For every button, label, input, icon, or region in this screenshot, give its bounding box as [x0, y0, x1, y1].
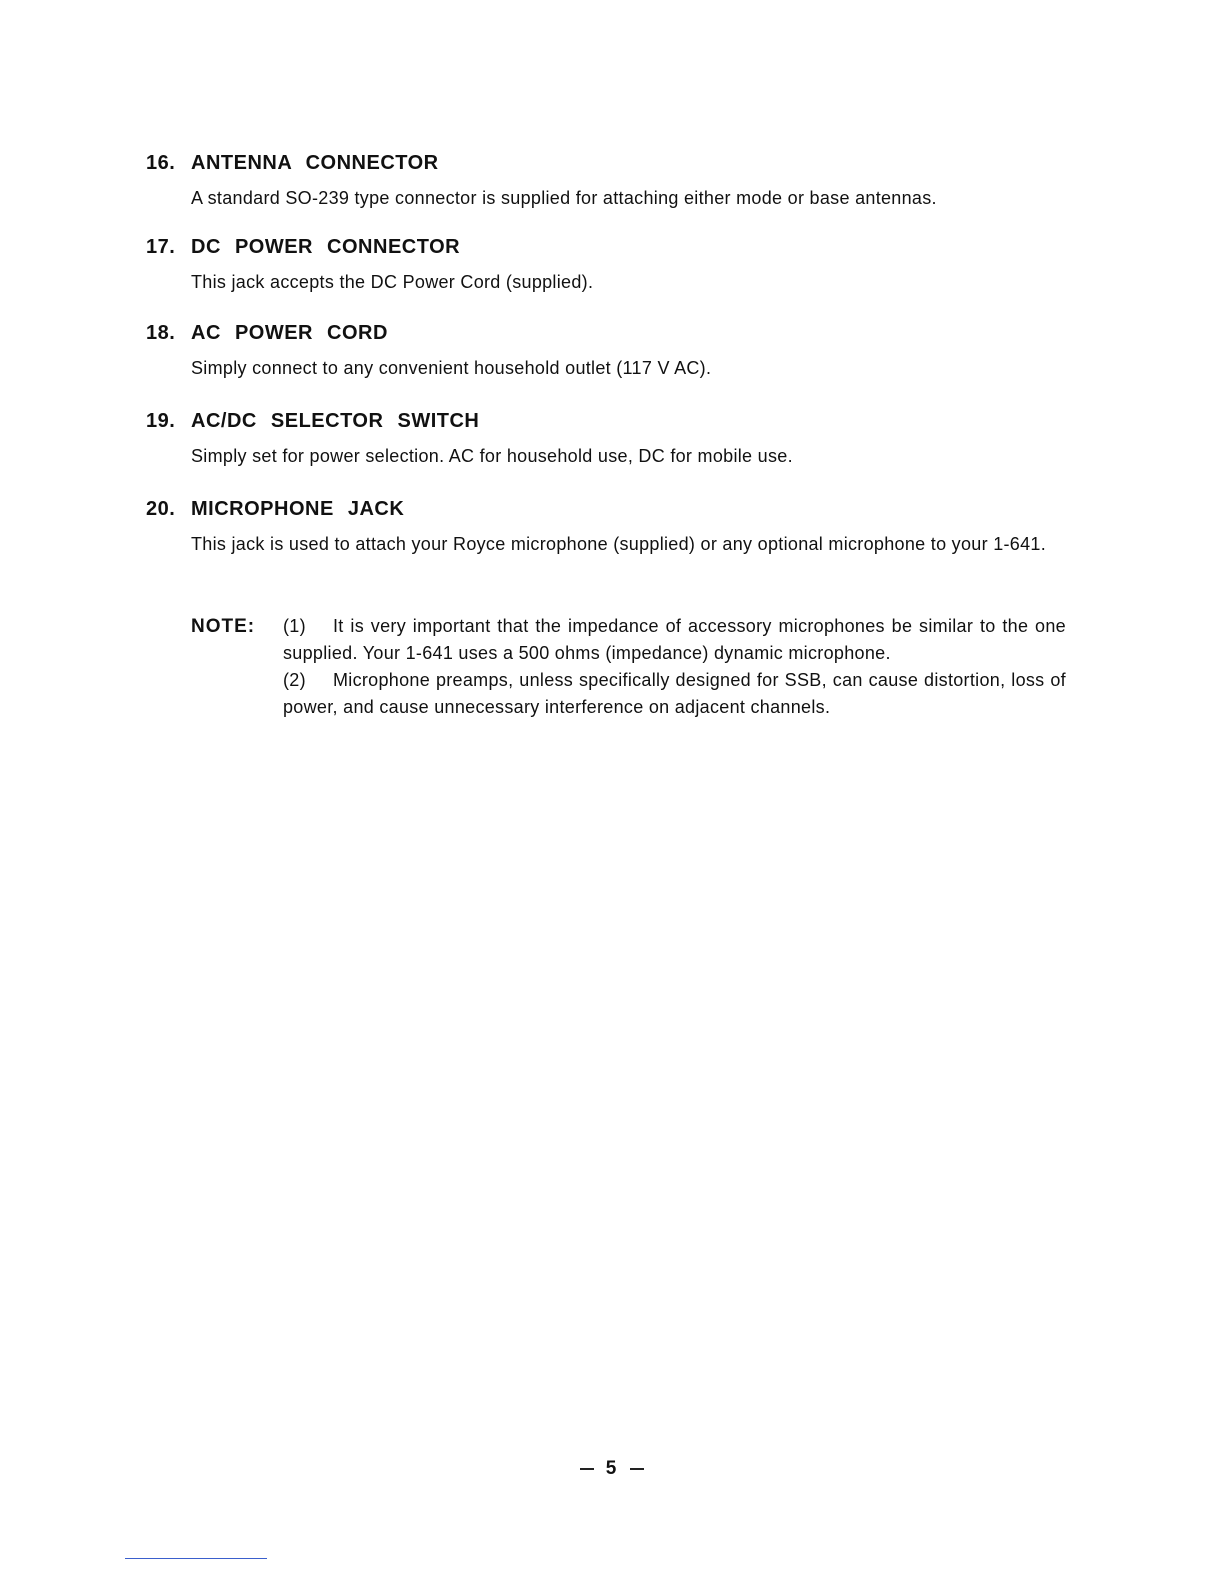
section-heading	[146, 410, 1076, 438]
section-title: DC POWER CONNECTOR	[191, 236, 461, 258]
section-text: This jack is used to attach your Royce microphone (supplied) or any optional microphone to your 1-641.	[191, 534, 1047, 554]
section-text: A standard SO-239 type connector is supplied for attaching either mode or base antennas.	[191, 188, 937, 208]
section-number: 20.	[146, 498, 176, 520]
section-number: 19.	[146, 410, 176, 432]
section-title: AC/DC SELECTOR SWITCH	[191, 410, 480, 432]
section-heading	[146, 236, 1076, 264]
section-ac-power-cord	[146, 322, 1076, 382]
page-number	[0, 1458, 1224, 1480]
dash-decoration	[580, 1468, 594, 1470]
section-antenna-connector	[146, 152, 1076, 212]
section-number: 17.	[146, 236, 176, 258]
note-label: NOTE:	[191, 616, 256, 637]
note-items	[283, 613, 1066, 721]
note-block	[191, 613, 1066, 721]
note-item	[283, 667, 1066, 721]
section-ac-dc-selector-switch	[146, 410, 1076, 470]
section-title: ANTENNA CONNECTOR	[191, 152, 439, 174]
note-text: It is very important that the impedance of accessory microphones be similar to the one supplied. Your 1-641 uses a 500 ohms (impedance) dynamic microphone.	[283, 616, 1066, 663]
section-title: MICROPHONE JACK	[191, 498, 405, 520]
section-text: Simply connect to any convenient household outlet (117 V AC).	[191, 358, 712, 378]
section-heading	[146, 322, 1076, 350]
note-item	[283, 613, 1066, 667]
footer-rule	[125, 1558, 267, 1559]
section-text: Simply set for power selection. AC for household use, DC for mobile use.	[191, 446, 793, 466]
section-microphone-jack	[146, 498, 1076, 558]
page-number-value: 5	[605, 1458, 619, 1479]
section-heading	[146, 498, 1076, 526]
section-text: This jack accepts the DC Power Cord (supplied).	[191, 272, 594, 292]
dash-decoration	[630, 1468, 644, 1470]
section-heading	[146, 152, 1076, 180]
section-number: 18.	[146, 322, 176, 344]
note-text: Microphone preamps, unless specifically designed for SSB, can cause distortion, loss of power, and cause unnecessary interference on adjacent channels.	[283, 670, 1066, 717]
section-title: AC POWER CORD	[191, 322, 388, 344]
note-marker: (2)	[283, 670, 306, 690]
note-marker: (1)	[283, 616, 306, 636]
section-number: 16.	[146, 152, 176, 174]
section-dc-power-connector	[146, 236, 1076, 296]
